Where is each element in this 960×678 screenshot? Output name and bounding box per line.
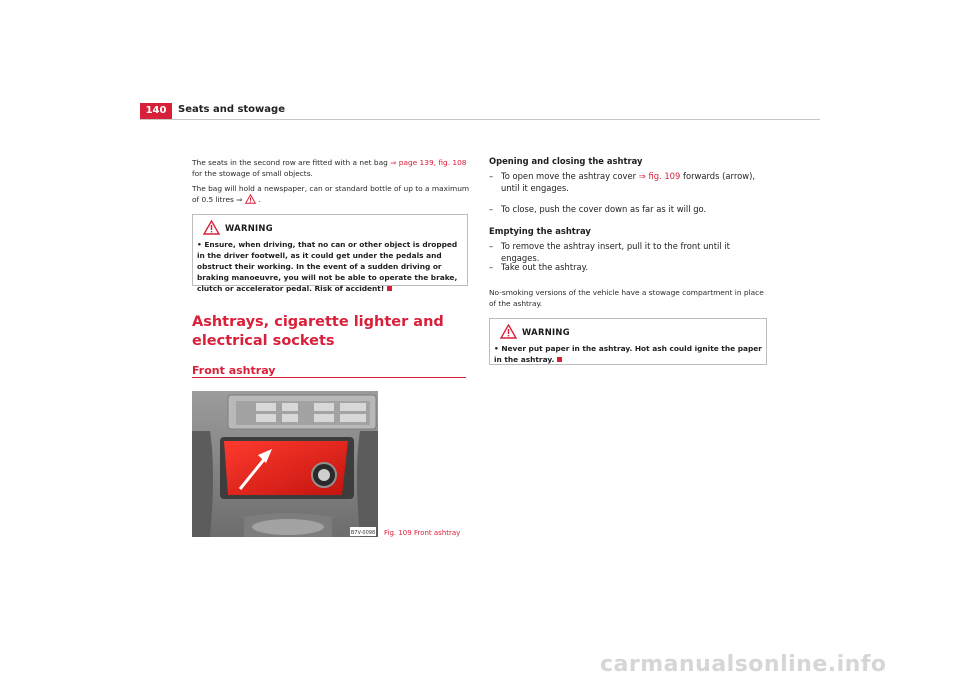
- end-of-section-mark: [557, 357, 562, 362]
- warning-heading: WARNING: [522, 327, 570, 337]
- warning-body: Ensure, when driving, that no can or other object is dropped in the driver footwell, as it could get under the pedals and obstruct their working. In the event of a sudden driving or braking manoeuvre, you will not be able to operate the brake, clutch or accelerator pedal. Risk of accident!: [197, 240, 458, 293]
- close-step-text: To close, push the cover down as far as it will go.: [501, 204, 707, 214]
- para2-text: The bag will hold a newspaper, can or standard bottle of up to a maximum of 0.5 litres: [192, 184, 470, 204]
- page-reference-link[interactable]: page 139, fig. 108: [398, 158, 467, 167]
- warning-triangle-icon: [500, 324, 517, 339]
- dash: –: [489, 262, 494, 272]
- warning-body: Never put paper in the ashtray. Hot ash could ignite the paper in the ashtray.: [494, 344, 762, 364]
- watermark: carmanualsonline.info: [600, 652, 887, 677]
- ref-arrow: ⇒: [390, 158, 397, 167]
- ashtray-illustration: [192, 391, 378, 537]
- warning-text: [494, 343, 764, 365]
- end-of-section-mark: [387, 286, 392, 291]
- para1-tail: for the stowage of small objects.: [192, 169, 313, 178]
- takeout-step: [489, 261, 765, 273]
- ref-arrow: ⇒: [638, 171, 646, 181]
- subsection-rule: [192, 377, 466, 378]
- bullet: •: [197, 240, 202, 249]
- no-smoking-note: No-smoking versions of the vehicle have a stowage compartment in place of the ashtray.: [489, 288, 764, 308]
- bullet: •: [494, 344, 499, 353]
- intro-paragraph: [192, 157, 468, 179]
- warning-triangle-icon[interactable]: [245, 194, 256, 204]
- para2-tail: .: [258, 195, 261, 204]
- emptying-heading: Emptying the ashtray: [489, 226, 591, 236]
- figure-caption-label: Fig. 109: [384, 529, 412, 537]
- warning-triangle-icon: [203, 220, 220, 235]
- warning-box: [489, 318, 767, 365]
- dash: –: [489, 241, 494, 251]
- open-step: [489, 170, 765, 194]
- warning-box: [192, 214, 468, 293]
- dash: –: [489, 171, 494, 181]
- warning-heading: WARNING: [225, 223, 273, 233]
- open-close-heading: Opening and closing the ashtray: [489, 156, 643, 166]
- subsection-title: Front ashtray: [192, 364, 276, 377]
- remove-step-text: To remove the ashtray insert, pull it to the front until it engages.: [501, 241, 730, 263]
- open-step-text: To open move the ashtray cover: [501, 171, 637, 181]
- figure-caption-text: Front ashtray: [413, 529, 461, 537]
- chapter-title: Seats and stowage: [178, 104, 285, 115]
- figure-ashtray: [192, 391, 378, 537]
- open-step-tail: forwards (arrow), until it engages.: [501, 171, 756, 193]
- close-step: [489, 203, 765, 215]
- figure-reference-link[interactable]: fig. 109: [648, 171, 681, 181]
- dash: –: [489, 204, 494, 214]
- warning-text: [197, 239, 465, 294]
- takeout-step-text: Take out the ashtray.: [501, 262, 589, 272]
- header-rule: [140, 119, 820, 120]
- section-title: Ashtrays, cigarette lighter and electrical sockets: [192, 314, 444, 349]
- para1-text: The seats in the second row are fitted with a net bag: [192, 158, 388, 167]
- ref-arrow: ⇒: [236, 195, 243, 204]
- figure-caption: [384, 529, 460, 537]
- page-number: 140: [140, 103, 172, 119]
- capacity-paragraph: [192, 183, 470, 205]
- figure-code: B7V-0098: [350, 530, 376, 536]
